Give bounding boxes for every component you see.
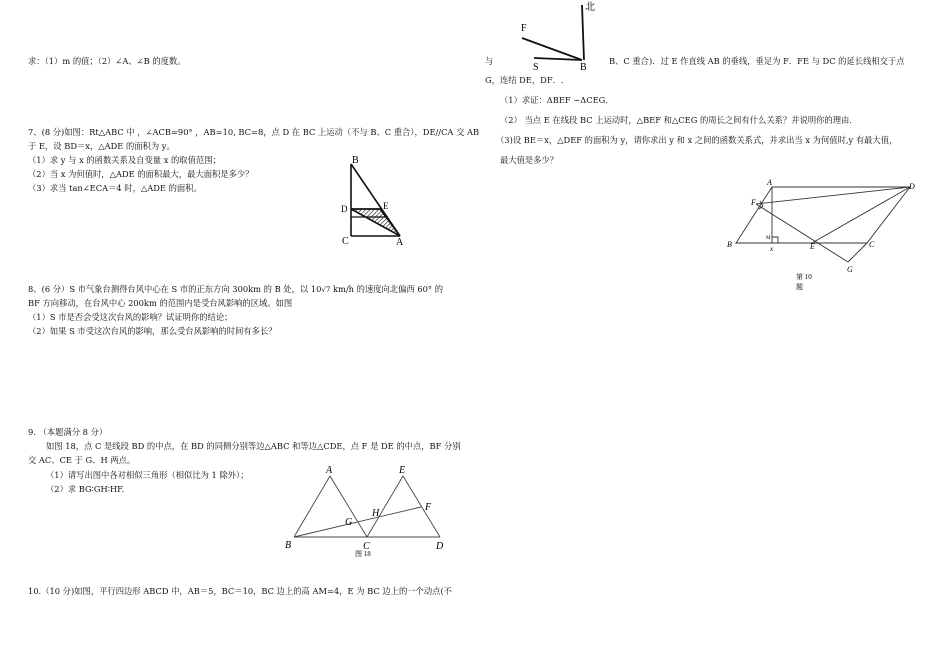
q7-sub3: （3）求当 tan∠ECA＝4 时，△ADE 的面积。 [28, 183, 202, 193]
q9-label-g: G [345, 517, 353, 528]
q7-line2: 于 E，设 BD＝x，△ADE 的面积为 y。 [28, 141, 175, 151]
q7-label-a: A [396, 237, 404, 248]
q7-sub2: （2）当 x 为何值时，△ADE 的面积最大，最大面积是多少？ [28, 169, 254, 179]
q7-line1: 7、(8 分)如图：Rt△ABC 中 ，∠ACB=90° ，AB=10, BC=8，点 D 在 BC 上运动（不与 B、C 重合），DE//CA 交 AB [28, 127, 480, 137]
q10-sub1: （1）求证：ΔBEF ∽ΔCEG． [500, 95, 614, 105]
q9-sub1: （1）请写出图中各对相似三角形（相似比为 1 除外）； [46, 470, 249, 480]
q10-label-e: E [810, 242, 815, 251]
q10-label-a: A [767, 178, 772, 187]
q8-label-b: B [580, 62, 587, 72]
q8-label-s: S [533, 62, 539, 72]
q7-label-d: D [341, 204, 348, 214]
q10-right-angle-m [772, 237, 778, 243]
q10-label-m: M [766, 236, 771, 241]
q10-label-d: D [909, 182, 915, 191]
q9-label-f: F [425, 502, 432, 513]
q8-north-line [582, 5, 584, 60]
q10-line1: 10.（10 分)如图，平行四边形 ABCD 中，AB＝5，BC＝10，BC 边上的高 AM=4，E 为 BC 边上的一个动点(不 [28, 586, 452, 596]
q9-sub2: （2）求 BG∶GH∶HF. [46, 484, 125, 494]
q9-label-d: D [436, 541, 444, 552]
q9-label-e: E [399, 465, 406, 476]
q10-caption-line2: 题 [796, 283, 803, 291]
q10-label-x: x [770, 245, 774, 253]
q10-segment-ed [812, 187, 910, 243]
q10-segment-fg [756, 204, 848, 262]
q7-label-e: E [383, 201, 389, 211]
q10-caption-line1: 第 10 [796, 273, 812, 281]
q6-question-tail: 求：（1）m 的值；（2）∠A、∠B 的度数。 [28, 56, 186, 66]
q8-line1 [28, 283, 443, 296]
q8-line1-post: km/h 的速度向北偏西 60° 的 [330, 284, 444, 294]
q7-triangle-figure [336, 154, 416, 248]
q10-sub2: （2） 当点 E 在线段 BC 上运动时，△BEF 和△CEG 的周长之间有什么关系？并说明你的理由． [500, 115, 858, 125]
q9-figure-18 [280, 462, 455, 560]
q10-cont-line2: G，连结 DE，DF．. [485, 75, 564, 85]
q9-figure-caption: 图 18 [355, 550, 371, 558]
q9-side-ce [367, 476, 403, 537]
q8-label-north: 北 [585, 2, 595, 13]
q9-side-ed [403, 476, 440, 537]
q8-segment-bf [522, 38, 582, 60]
q9-label-b: B [285, 540, 292, 551]
q8-line2: BF 方向移动，在台风中心 200km 的范围内是受台风影响的区域。如图 [28, 298, 293, 308]
q7-label-c: C [342, 236, 349, 247]
q9-line1: 如图 18，点 C 是线段 BD 的中点，在 BD 的同侧分别等边△ABC 和等边△CDE，点 F 是 DE 的中点，BF 分别 [46, 441, 461, 451]
q10-cont-line1-post: B、C 重合)．过 E 作直线 AB 的垂线，垂足为 F．FE 与 DC 的延长线相交于点 [609, 56, 905, 66]
q9-side-ba [294, 476, 330, 537]
q7-label-b: B [352, 155, 359, 166]
q10-parallelogram-figure [722, 175, 927, 295]
q9-label-h: H [372, 508, 380, 519]
q9-label-a: A [326, 465, 333, 476]
q10-label-b: B [727, 240, 732, 249]
q10-sub3: （3)设 BE＝x，△DEF 的面积为 y，请你求出 y 和 x 之间的函数关系式，并求出当 x 为何值时,y 有最大值， [496, 135, 898, 145]
q8-label-f: F [521, 23, 527, 34]
q8-sub1: （1）S 市是否会受这次台风的影响？试证明你的结论； [28, 312, 233, 322]
q7-sub1: （1）求 y 与 x 的函数关系及自变量 x 的取值范围； [28, 155, 221, 165]
q10-segment-cg [848, 243, 867, 262]
q8-line1-pre: 8、(6 分）S 市气象台测得台风中心在 S 市的正东方向 300km 的 B 处，以 10 [28, 284, 322, 294]
q9-title: 9. （本题满分 8 分） [28, 427, 108, 437]
q8-sub2: （2）如果 S 市受这次台风的影响，那么受台风影响的时间有多长？ [28, 326, 277, 336]
q9-label-c: C [363, 541, 370, 552]
q10-label-c: C [869, 240, 875, 249]
q9-line2: 交 AC、CE 于 G、H 两点。 [28, 455, 136, 465]
q10-label-f: F [751, 198, 756, 207]
q10-segment-fd [756, 187, 910, 204]
q10-parallelogram-abcd [736, 187, 910, 243]
q7-side-ab [351, 164, 400, 236]
q10-sub3b: 最大值是多少？ [500, 155, 559, 165]
q8-direction-figure [512, 0, 602, 72]
q10-label-g: G [847, 265, 853, 274]
q8-sqrt: √7 [321, 286, 331, 294]
q10-cont-line1-pre: 与 [485, 56, 494, 66]
q9-segment-bf [294, 507, 421, 537]
